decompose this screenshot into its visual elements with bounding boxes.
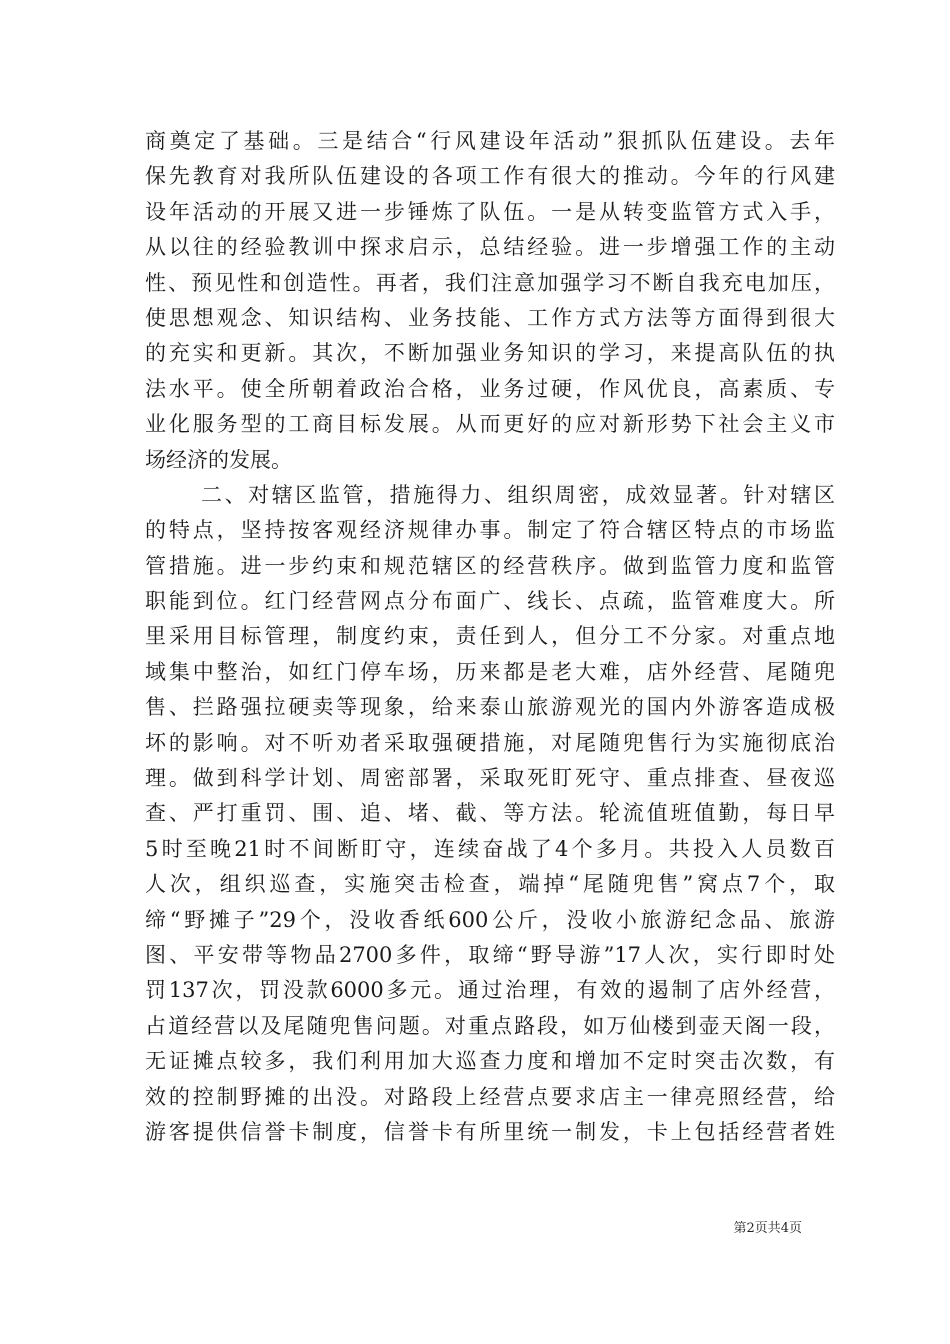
text-line: 职能到位。红门经营网点分布面广、线长、点疏，监管难度大。所 [145,589,835,614]
text-line: 域集中整治，如红门停车场，历来都是老大难，店外经营、尾随兜 [145,659,835,684]
text-line: 场经济的发展。 [145,447,292,472]
text-line: 业化服务型的工商目标发展。从而更好的应对新形势下社会主义市 [145,412,835,437]
text-line: 无证摊点较多，我们利用加大巡查力度和增加不定时突击次数，有 [145,1049,835,1074]
text-line: 的充实和更新。其次，不断加强业务知识的学习，来提高队伍的执 [145,341,835,366]
text-line: 里采用目标管理，制度约束，责任到人，但分工不分家。对重点地 [145,624,835,649]
text-line: 人次，组织巡查，实施突击检查，端掉“尾随兜售”窝点7个，取 [145,872,835,897]
text-line: 游客提供信誉卡制度，信誉卡有所里统一制发，卡上包括经营者姓 [145,1119,835,1144]
text-line: 查、严打重罚、围、追、堵、截、等方法。轮流值班值勤，每日早 [145,801,835,826]
text-line: 罚137次，罚没款6000多元。通过治理，有效的遏制了店外经营， [145,978,835,1003]
text-line: 效的控制野摊的出没。对路段上经营点要求店主一律亮照经营，给 [145,1084,835,1109]
text-line: 图、平安带等物品2700多件，取缔“野导游”17人次，实行即时处 [145,942,835,967]
text-line: 缔“野摊子”29个，没收香纸600公斤，没收小旅游纪念品、旅游 [145,907,835,932]
text-line: 售、拦路强拉硬卖等现象，给来泰山旅游观光的国内外游客造成极 [145,695,835,720]
text-line: 的特点，坚持按客观经济规律办事。制定了符合辖区特点的市场监 [145,518,835,543]
text-line: 设年活动的开展又进一步锤炼了队伍。一是从转变监管方式入手， [145,199,835,224]
page-number: 第2页共4页 [733,1221,802,1236]
body-text [145,124,835,1150]
text-line: 法水平。使全所朝着政治合格，业务过硬，作风优良，高素质、专 [145,376,835,401]
text-line: 使思想观念、知识结构、业务技能、工作方式方法等方面得到很大 [145,305,835,330]
paragraph-start-line: 二、对辖区监管，措施得力、组织周密，成效显著。针对辖区 [201,482,835,507]
text-line: 商奠定了基础。三是结合“行风建设年活动”狠抓队伍建设。去年 [145,129,835,153]
text-line: 坏的影响。对不听劝者采取强硬措施，对尾随兜售行为实施彻底治 [145,730,835,755]
text-line: 性、预见性和创造性。再者，我们注意加强学习不断自我充电加压， [145,270,835,295]
text-line: 5时至晚21时不间断盯守，连续奋战了4个多月。共投入人员数百 [145,836,835,861]
text-line: 从以往的经验教训中探求启示，总结经验。进一步增强工作的主动 [145,235,835,260]
text-line: 理。做到科学计划、周密部署，采取死盯死守、重点排查、昼夜巡 [145,766,835,791]
text-line: 保先教育对我所队伍建设的各项工作有很大的推动。今年的行风建 [145,164,835,189]
text-line: 管措施。进一步约束和规范辖区的经营秩序。做到监管力度和监管 [145,553,835,578]
text-line: 占道经营以及尾随兜售问题。对重点路段，如万仙楼到壶天阁一段， [145,1013,835,1038]
